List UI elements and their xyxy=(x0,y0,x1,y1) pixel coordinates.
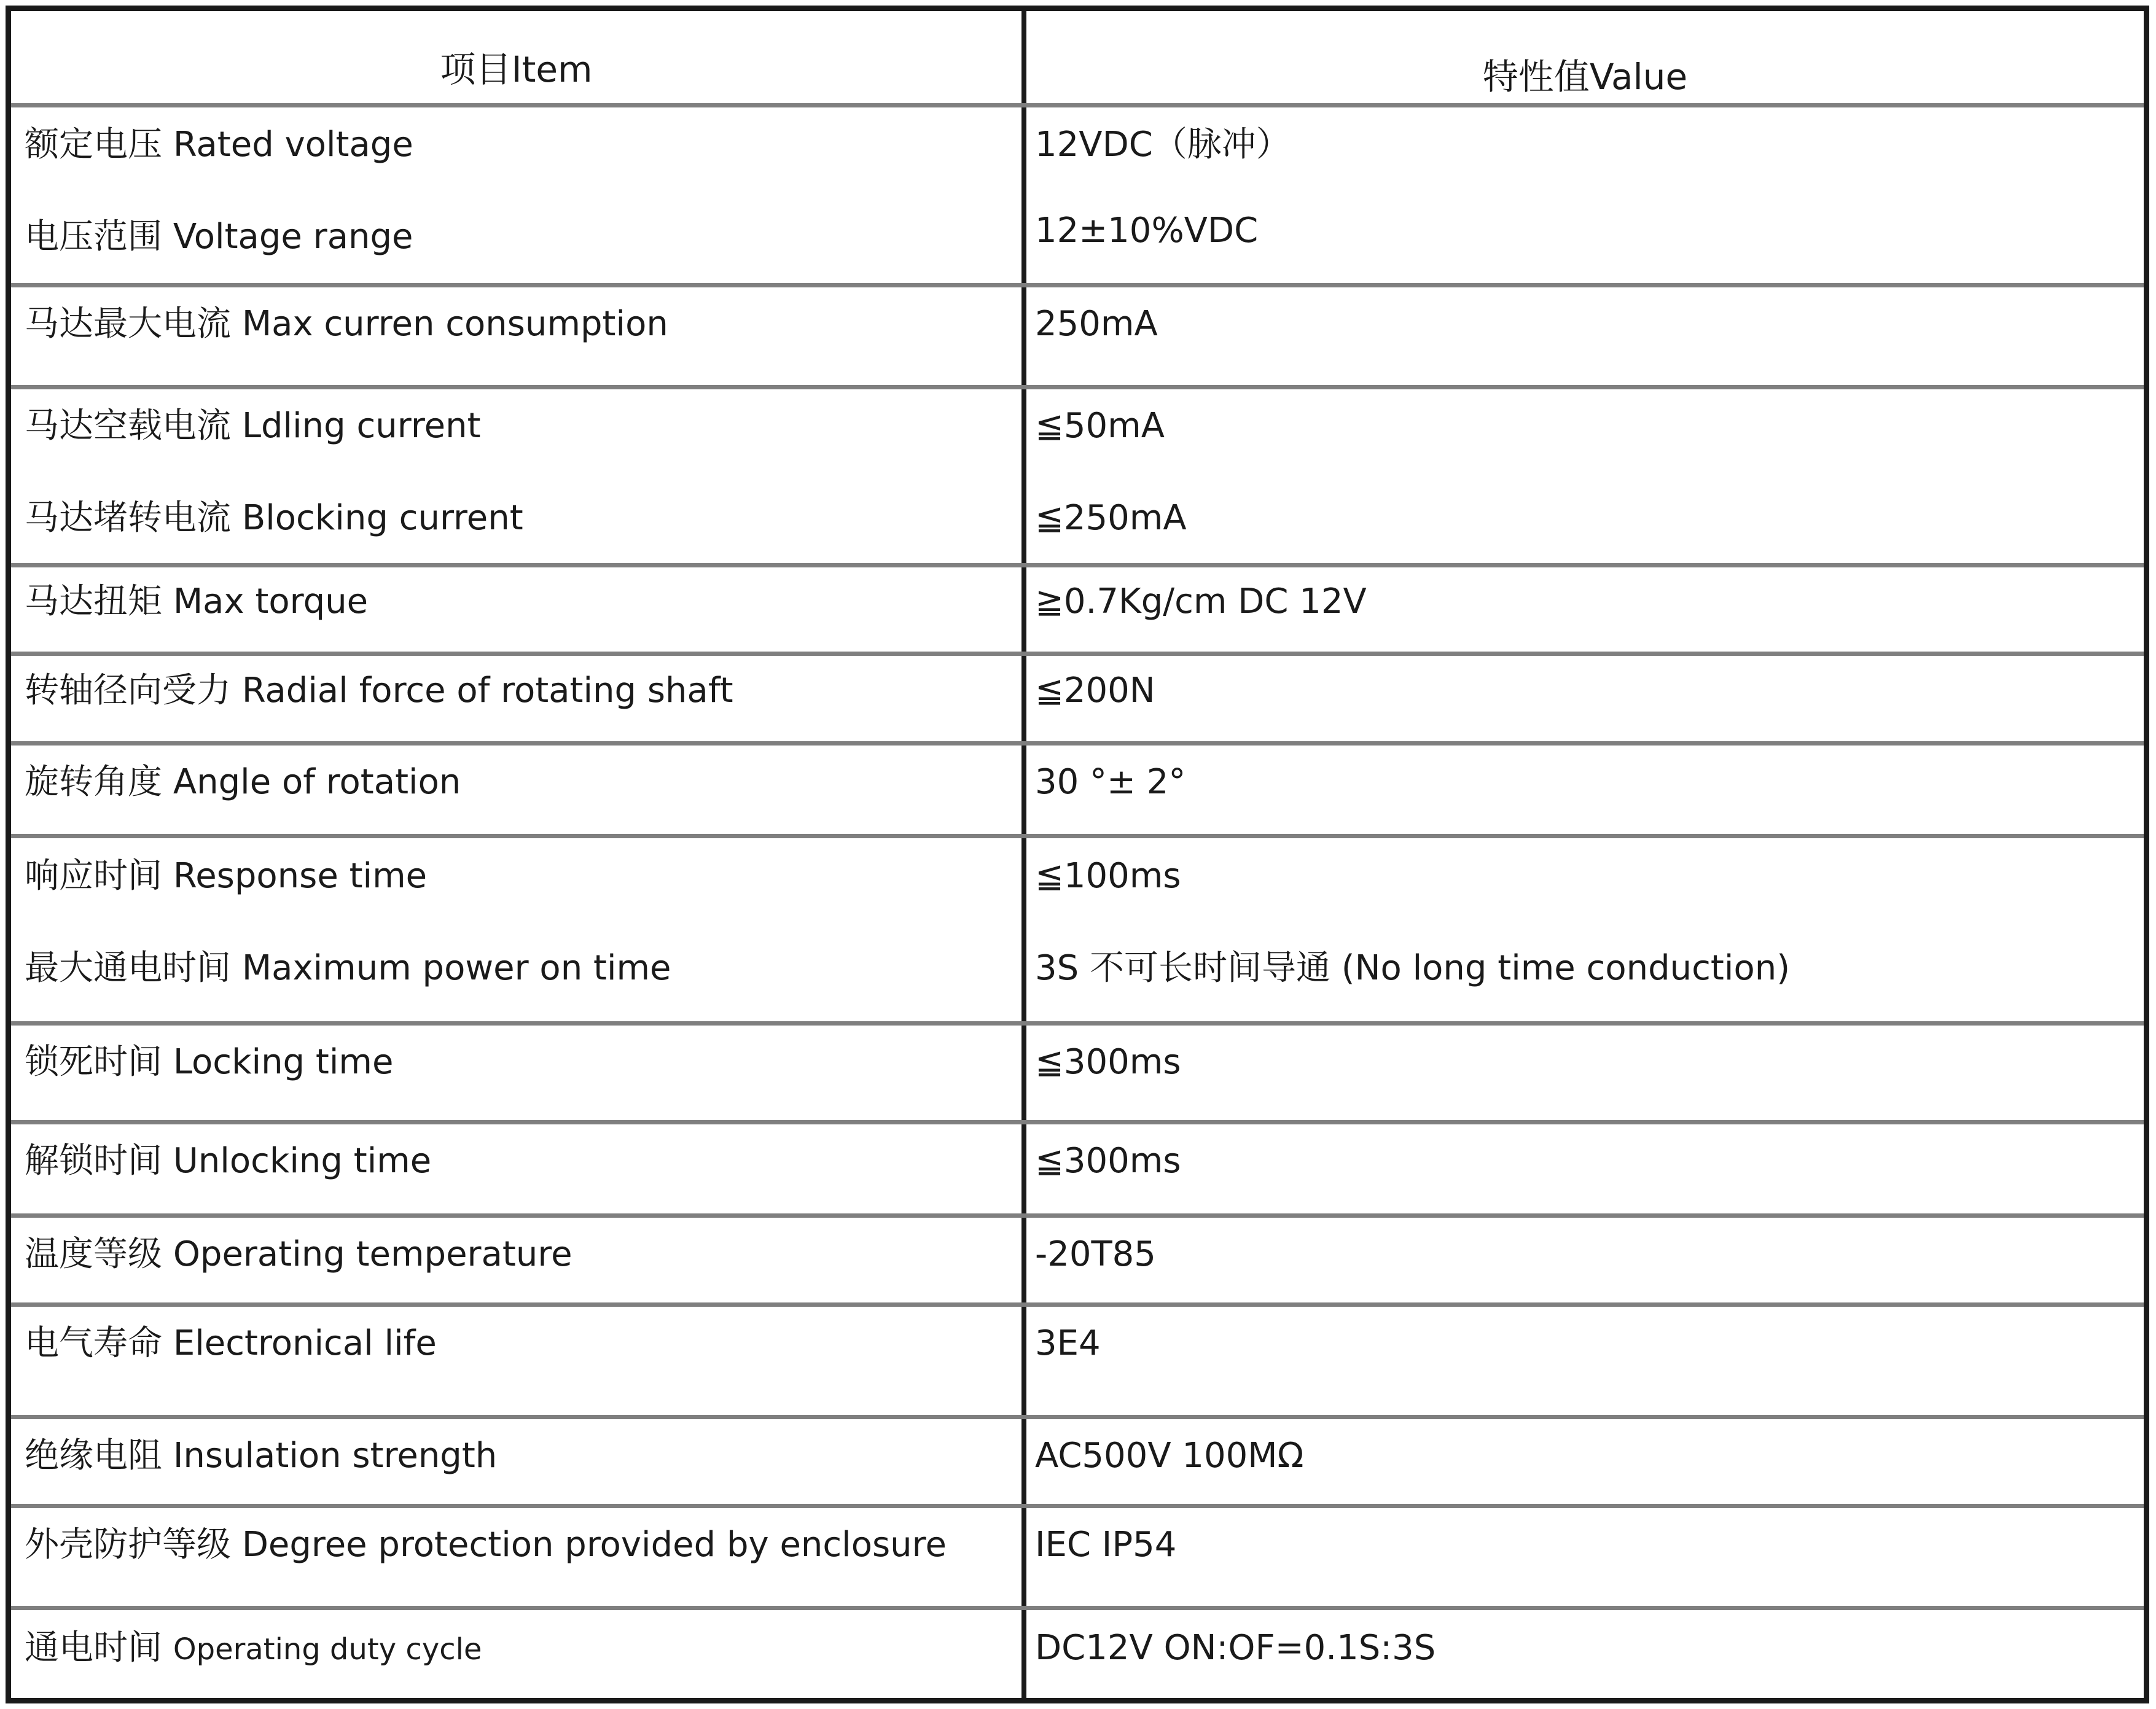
item-en: Ldling current xyxy=(241,406,481,446)
table-row-item xyxy=(25,125,413,165)
table-row-item xyxy=(25,948,671,988)
item-cn: 电压范围 xyxy=(25,217,162,257)
row-separator xyxy=(11,652,2144,656)
item-en: Max curren consumption xyxy=(241,304,668,344)
item-cn: 解锁时间 xyxy=(25,1141,162,1181)
item-en: Degree protection provided by enclosure xyxy=(241,1525,947,1565)
table-row-item xyxy=(25,1628,482,1668)
item-cn: 马达堵转电流 xyxy=(25,498,231,538)
table-row-item xyxy=(25,856,428,896)
item-en: Angle of rotation xyxy=(173,762,461,802)
table-row-item xyxy=(25,217,413,257)
table-row-item xyxy=(25,1436,498,1476)
item-en: Locking time xyxy=(173,1042,394,1082)
item-en: Unlocking time xyxy=(173,1141,432,1181)
item-cn: 绝缘电阻 xyxy=(25,1436,162,1476)
spec-table xyxy=(6,6,2149,1703)
table-row-item xyxy=(25,498,523,538)
item-cn: 马达最大电流 xyxy=(25,304,231,344)
item-cn: 马达扭矩 xyxy=(25,582,162,621)
item-en: Response time xyxy=(173,856,428,896)
item-cn: 响应时间 xyxy=(25,856,162,896)
row-separator xyxy=(11,1120,2144,1124)
item-cn: 转轴径向受力 xyxy=(25,671,231,710)
row-separator xyxy=(11,741,2144,745)
item-cn: 额定电压 xyxy=(25,125,162,165)
table-row-value: ≦300ms xyxy=(1035,1042,1181,1082)
table-row-item xyxy=(25,1323,437,1363)
table-row-value: 3S 不可长时间导通 (No long time conduction) xyxy=(1035,948,1791,988)
item-en: Maximum power on time xyxy=(241,948,671,988)
table-row-value: -20T85 xyxy=(1035,1234,1156,1274)
table-row-value: AC500V 100MΩ xyxy=(1035,1436,1304,1476)
table-row-value: ≦250mA xyxy=(1035,498,1187,538)
row-separator xyxy=(11,283,2144,287)
table-row-item xyxy=(25,1525,947,1565)
table-row-item xyxy=(25,762,461,802)
table-row-value: ≦100ms xyxy=(1035,856,1181,896)
table-row-value: 30 °± 2° xyxy=(1035,762,1186,802)
table-row-value: ≧0.7Kg/cm DC 12V xyxy=(1035,582,1367,621)
item-en: Operating duty cycle xyxy=(173,1632,482,1667)
row-separator xyxy=(11,1504,2144,1508)
table-row-value: 12±10%VDC xyxy=(1035,211,1259,251)
table-row-item xyxy=(25,1234,572,1274)
row-separator xyxy=(11,1302,2144,1307)
item-en: Max torque xyxy=(173,582,369,621)
table-row-item xyxy=(25,304,668,344)
table-row-item xyxy=(25,582,369,621)
row-separator xyxy=(11,1415,2144,1419)
header-item: 项目Item xyxy=(440,49,593,90)
table-row-value: 12VDC（脉冲） xyxy=(1035,125,1291,165)
row-separator xyxy=(11,103,2144,107)
table-row-value: ≦300ms xyxy=(1035,1141,1181,1181)
header-value: 特性值Value xyxy=(1482,56,1688,98)
table-row-value: IEC IP54 xyxy=(1035,1525,1177,1565)
item-cn: 通电时间 xyxy=(25,1628,162,1668)
row-separator xyxy=(11,1213,2144,1218)
item-en: Voltage range xyxy=(173,217,413,257)
item-en: Radial force of rotating shaft xyxy=(241,671,733,710)
item-cn: 锁死时间 xyxy=(25,1042,162,1082)
row-separator xyxy=(11,1606,2144,1610)
table-row-value: ≦50mA xyxy=(1035,406,1165,446)
row-separator xyxy=(11,385,2144,389)
row-separator xyxy=(11,563,2144,567)
item-cn: 旋转角度 xyxy=(25,762,162,802)
table-row-item xyxy=(25,1042,394,1082)
item-en: Electronical life xyxy=(173,1323,437,1363)
table-row-item xyxy=(25,1141,432,1181)
item-cn: 外壳防护等级 xyxy=(25,1525,231,1565)
item-en: Insulation strength xyxy=(173,1436,498,1476)
table-row-value: ≦200N xyxy=(1035,671,1155,710)
item-cn: 电气寿命 xyxy=(25,1323,162,1363)
table-row-value: 250mA xyxy=(1035,304,1158,344)
row-separator xyxy=(11,834,2144,838)
item-cn: 马达空载电流 xyxy=(25,406,231,446)
table-row-value: DC12V ON:OF=0.1S:3S xyxy=(1035,1628,1436,1668)
row-separator xyxy=(11,1021,2144,1026)
table-row-item xyxy=(25,406,481,446)
item-en: Operating temperature xyxy=(173,1234,572,1274)
item-cn: 温度等级 xyxy=(25,1234,162,1274)
item-en: Blocking current xyxy=(241,498,523,538)
item-en: Rated voltage xyxy=(173,125,413,165)
table-row-value: 3E4 xyxy=(1035,1323,1101,1363)
column-divider xyxy=(1021,11,1026,1698)
item-cn: 最大通电时间 xyxy=(25,948,231,988)
table-row-item xyxy=(25,671,733,710)
